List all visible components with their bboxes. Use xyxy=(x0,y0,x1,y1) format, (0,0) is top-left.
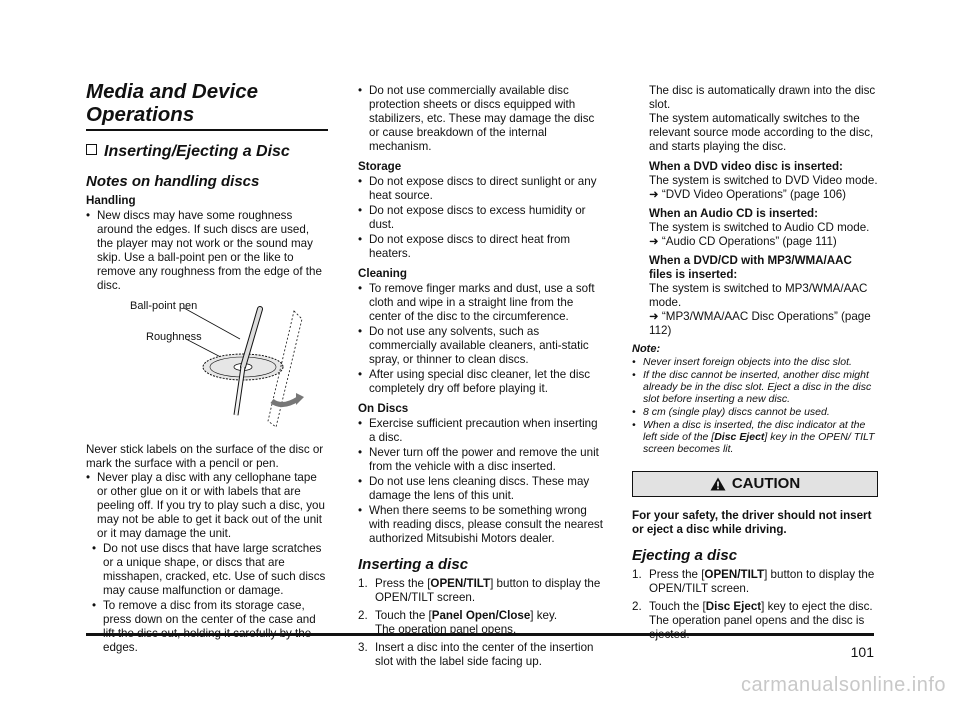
section-title xyxy=(86,80,328,126)
right-column xyxy=(632,84,878,646)
case-dvd-video xyxy=(649,160,878,202)
note-title: Note: xyxy=(632,343,661,355)
list-item: • Do not expose discs to excess humidity or dust. xyxy=(358,204,604,232)
list-item: • If the disc cannot be inserted, another disc might already be in the disc slot. Eject a disc in the disc slot before inserting a new disc. xyxy=(632,369,878,405)
storage-list xyxy=(358,175,604,261)
step-number: 1. xyxy=(632,568,642,581)
left-column xyxy=(86,80,328,656)
ejecting-title: Ejecting a disc xyxy=(632,547,738,564)
on-discs-label: On Discs xyxy=(358,402,409,415)
caution-box xyxy=(632,471,878,497)
section-title-line2: Operations xyxy=(86,103,195,126)
warning-icon xyxy=(710,477,726,491)
checkbox-icon xyxy=(86,144,97,155)
cleaning-list xyxy=(358,282,604,396)
watermark: carmanualsonline.info xyxy=(740,674,946,696)
protection-list xyxy=(358,84,604,154)
case-audio-cd xyxy=(649,207,878,249)
title-rule xyxy=(86,129,328,131)
tape-sub-list xyxy=(86,542,328,655)
note-text: ] key in the OPEN/ TILT screen becomes lit. xyxy=(643,431,875,455)
safety-text: For your safety, the driver should not insert or eject a disc while driving. xyxy=(632,509,872,536)
case-reference: ➜ “MP3/WMA/AAC Disc Operations” (page 112) xyxy=(649,310,871,337)
on-discs-list xyxy=(358,417,604,546)
list-item: • 8 cm (single play) discs cannot be used. xyxy=(632,406,878,418)
roughness-label: Roughness xyxy=(146,331,202,343)
intro-text-1: The disc is automatically drawn into the disc slot. xyxy=(649,84,876,111)
step-text: Press the [ xyxy=(375,577,431,590)
key-name: Disc Eject xyxy=(714,431,765,443)
step-text: Touch the [ xyxy=(375,609,432,622)
storage-label: Storage xyxy=(358,160,402,173)
step-text: ] key to eject the disc. xyxy=(761,600,873,613)
inserting-steps xyxy=(358,577,604,669)
subsection-title xyxy=(86,143,328,161)
step-item xyxy=(632,568,878,596)
case-text: The system is switched to DVD Video mode. xyxy=(649,174,878,187)
case-text: The system is switched to MP3/WMA/AAC mode. xyxy=(649,282,868,309)
case-text: The system is switched to Audio CD mode. xyxy=(649,221,870,234)
caution-label: CAUTION xyxy=(731,475,801,492)
list-item: • To remove a disc from its storage case, press down on the center of the case and lift the disc out, holding it carefully by the edges. xyxy=(92,599,328,655)
list-item: • Never turn off the power and remove the unit from the vehicle with a disc inserted. xyxy=(358,446,604,474)
page-number: 101 xyxy=(850,644,874,660)
list-item: • Do not use lens cleaning discs. These may damage the lens of this unit. xyxy=(358,475,604,503)
step-text: ] button to display the OPEN/TILT screen. xyxy=(649,568,875,595)
list-item: • Do not expose discs to direct heat from heaters. xyxy=(358,233,604,261)
step-number: 3. xyxy=(358,641,368,654)
step-text: Press the [ xyxy=(649,568,705,581)
step-item xyxy=(358,641,604,669)
case-reference: ➜ “DVD Video Operations” (page 106) xyxy=(649,188,847,201)
case-title: When a DVD video disc is inserted: xyxy=(649,160,843,173)
disc-roughness-figure xyxy=(86,297,328,437)
note-list xyxy=(632,356,878,455)
list-item: • Do not use discs that have large scratches or a unique shape, or discs that are misshapen, cracked, etc. Use of such discs may cause malfunction or damage. xyxy=(92,542,328,598)
step-extra: The operation panel opens. xyxy=(375,623,517,636)
step-text: ] key. xyxy=(530,609,558,622)
intro-text-2: The system automatically switches to the relevant source mode according to the disc, and starts playing the disc. xyxy=(649,112,874,153)
step-text: ] button to display the OPEN/TILT screen. xyxy=(375,577,601,604)
step-number: 2. xyxy=(632,600,642,613)
case-mp3 xyxy=(649,254,878,338)
list-item: • To remove finger marks and dust, use a soft cloth and wipe in a straight line from the center of the disc to the circumference. xyxy=(358,282,604,324)
step-number: 2. xyxy=(358,609,368,622)
ball-point-pen-label: Ball-point pen xyxy=(130,300,198,312)
note-text: When a disc is inserted, the disc indicator at the left side of the [ xyxy=(643,419,866,443)
step-number: 1. xyxy=(358,577,368,590)
key-name: OPEN/TILT xyxy=(704,568,765,581)
section-title-line1: Media and Device xyxy=(86,80,259,103)
footer-rule xyxy=(86,633,874,636)
list-item: • When there seems to be something wrong with reading discs, please consult the nearest authorized Mitsubishi Motors dealer. xyxy=(358,504,604,546)
list-item: • New discs may have some roughness around the edges. If such discs are used, the player may not work or the sound may skip. Use a ball-point pen or the like to remove any roughness from the edge of the disc. xyxy=(86,209,328,293)
case-reference: ➜ “Audio CD Operations” (page 111) xyxy=(649,235,837,248)
middle-column xyxy=(358,84,604,673)
list-item: • Never insert foreign objects into the disc slot. xyxy=(632,356,878,368)
case-title: When an Audio CD is inserted: xyxy=(649,207,818,220)
list-item: • Never play a disc with any cellophane tape or other glue on it or with labels that are peeling off. If you try to play such a disc, you may not be able to get it back out of the unit or it may damage the unit. xyxy=(86,471,328,541)
key-name: Disc Eject xyxy=(705,600,762,613)
labels-paragraph: Never stick labels on the surface of the disc or mark the surface with a pencil or pen. xyxy=(86,443,324,470)
step-text: Touch the [ xyxy=(649,600,706,613)
handling-label: Handling xyxy=(86,194,136,207)
handling-notes-title: Notes on handling discs xyxy=(86,173,260,190)
subsection-title-text: Inserting/Ejecting a Disc xyxy=(104,143,290,160)
list-item: • Do not expose discs to direct sunlight or any heat source. xyxy=(358,175,604,203)
list-item: • Exercise sufficient precaution when inserting a disc. xyxy=(358,417,604,445)
case-title: When a DVD/CD with MP3/WMA/AAC files is inserted: xyxy=(649,254,852,281)
list-item: • Do not use any solvents, such as commercially available cleaners, anti-static spray, or thinner to clean discs. xyxy=(358,325,604,367)
list-item: • After using special disc cleaner, let the disc completely dry off before playing it. xyxy=(358,368,604,396)
list-item xyxy=(632,419,878,455)
cleaning-label: Cleaning xyxy=(358,267,407,280)
step-item xyxy=(358,577,604,605)
tape-list xyxy=(86,471,328,541)
list-item: • Do not use commercially available disc protection sheets or discs equipped with stabilizers, etc. These may damage the disc or cause breakdown of the internal mechanism. xyxy=(358,84,604,154)
ejecting-steps xyxy=(632,568,878,642)
disc-illustration xyxy=(86,297,328,437)
inserting-title: Inserting a disc xyxy=(358,556,469,573)
key-name: Panel Open/Close xyxy=(431,609,531,622)
handling-list xyxy=(86,209,328,293)
key-name: OPEN/TILT xyxy=(430,577,491,590)
step-text: Insert a disc into the center of the insertion slot with the label side facing up. xyxy=(375,641,594,668)
step-extra: The operation panel opens and the disc is ejected. xyxy=(649,614,865,641)
